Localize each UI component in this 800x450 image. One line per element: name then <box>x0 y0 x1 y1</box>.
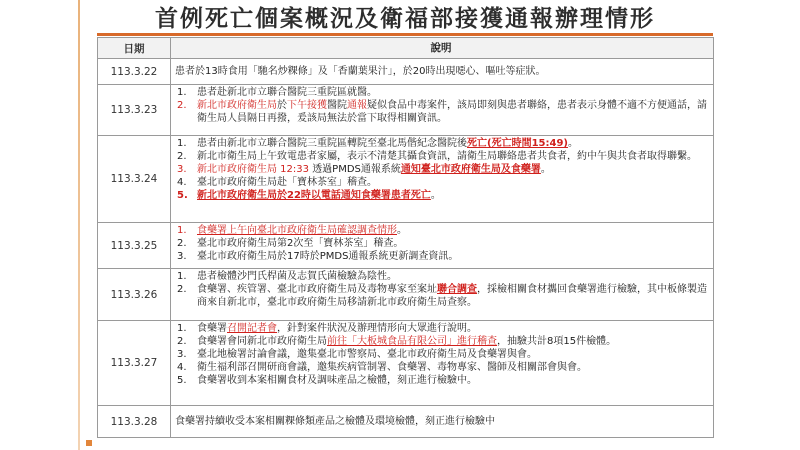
table-row <box>98 321 713 406</box>
row-desc <box>171 136 713 222</box>
list-item: 食藥署會同新北市政府衛生局前往「大板城食品有限公司」進行稽查，抽驗共計8項15件檢體。 <box>197 336 617 347</box>
corner-marker <box>86 440 92 446</box>
event-list <box>175 86 707 125</box>
header-desc: 說明 <box>430 41 452 54</box>
row-date: 113.3.28 <box>98 406 171 437</box>
event-list <box>175 270 707 309</box>
event-list <box>175 322 707 387</box>
list-item: 食藥署召開記者會，針對案件狀況及辦理情形向大眾進行說明。 <box>197 323 477 334</box>
list-item: 患者赴新北市立聯合醫院三重院區就醫。 <box>197 87 377 98</box>
row-date: 113.3.22 <box>98 59 171 84</box>
list-item: 新北市政府衛生局於22時以電話通知食藥署患者死亡。 <box>197 190 441 201</box>
list-item: 臺北市政府衛生局赴「寶林茶室」稽查。 <box>197 177 377 188</box>
event-list <box>175 224 707 263</box>
list-item: 臺北市政府衛生局第2次至「寶林茶室」稽查。 <box>197 238 404 249</box>
title-underline <box>97 33 713 36</box>
row-desc <box>171 406 713 437</box>
row-date: 113.3.27 <box>98 321 171 405</box>
row-text: 食藥署持續收受本案相關粿條類產品之檢體及環境檢體，刻正進行檢驗中 <box>175 416 495 427</box>
table-row <box>98 85 713 136</box>
row-date: 113.3.26 <box>98 269 171 320</box>
list-item: 衛生福利部召開研商會議，邀集疾病管制署、食藥署、毒物專家、醫師及相關部會與會。 <box>197 362 587 373</box>
page-title: 首例死亡個案概況及衛福部接獲通報辦理情形 <box>155 6 655 32</box>
left-accent-line <box>78 0 80 450</box>
row-desc <box>171 321 713 405</box>
row-date: 113.3.23 <box>98 85 171 135</box>
row-desc <box>171 85 713 135</box>
table-row <box>98 59 713 85</box>
row-desc <box>171 269 713 320</box>
list-item: 患者檢體沙門氏桿菌及志賀氏菌檢驗為陰性。 <box>197 271 397 282</box>
table-row <box>98 136 713 223</box>
event-list <box>175 137 707 202</box>
timeline-table <box>97 37 714 438</box>
table-row <box>98 406 713 437</box>
list-item: 新北市政府衛生局 12:33 透過PMDS通報系統通知臺北市政府衛生局及食藥署。 <box>197 164 551 175</box>
list-item: 新北市衛生局上午致電患者家屬，表示不清楚其攝食資訊，請衛生局聯絡患者共食者，約中午與共食者取得聯繫。 <box>197 151 697 162</box>
list-item: 食藥署收到本案相關食材及調味產品之檢體，刻正進行檢驗中。 <box>197 375 477 386</box>
list-item: 新北市政府衛生局於下午接獲醫院通報疑似食品中毒案件，該局即刻與患者聯絡，患者表示身體不適不方便通話，請衛生局人員隔日再撥，爰該局無法於當下取得相關資訊。 <box>197 100 707 124</box>
list-item: 食藥署上午向臺北市政府衛生局確認調查情形。 <box>197 225 407 236</box>
table-header-row <box>98 38 713 59</box>
list-item: 臺北地檢署討論會議，邀集臺北市警察局、臺北市政府衛生局及食藥署與會。 <box>197 349 537 360</box>
list-item: 患者由新北市立聯合醫院三重院區轉院至臺北馬偕紀念醫院後死亡(死亡時間15:49)。 <box>197 138 578 149</box>
table-row <box>98 269 713 321</box>
header-date: 日期 <box>98 38 171 58</box>
table-row <box>98 223 713 269</box>
row-desc <box>171 223 713 268</box>
row-text: 患者於13時食用「馳名炒粿條」及「香蘭葉果汁」，於20時出現噁心、嘔吐等症狀。 <box>175 66 546 77</box>
list-item: 食藥署、疾管署、臺北市政府衛生局及毒物專家至案址聯合調查，採檢相關食材攜回食藥署進行檢驗，其中板條製造商來自新北市，臺北市政府衛生局移請新北市政府衛生局查察。 <box>197 284 707 308</box>
row-date: 113.3.25 <box>98 223 171 268</box>
row-date: 113.3.24 <box>98 136 171 222</box>
row-desc <box>171 59 713 84</box>
list-item: 臺北市政府衛生局於17時於PMDS通報系統更新調查資訊。 <box>197 251 459 262</box>
